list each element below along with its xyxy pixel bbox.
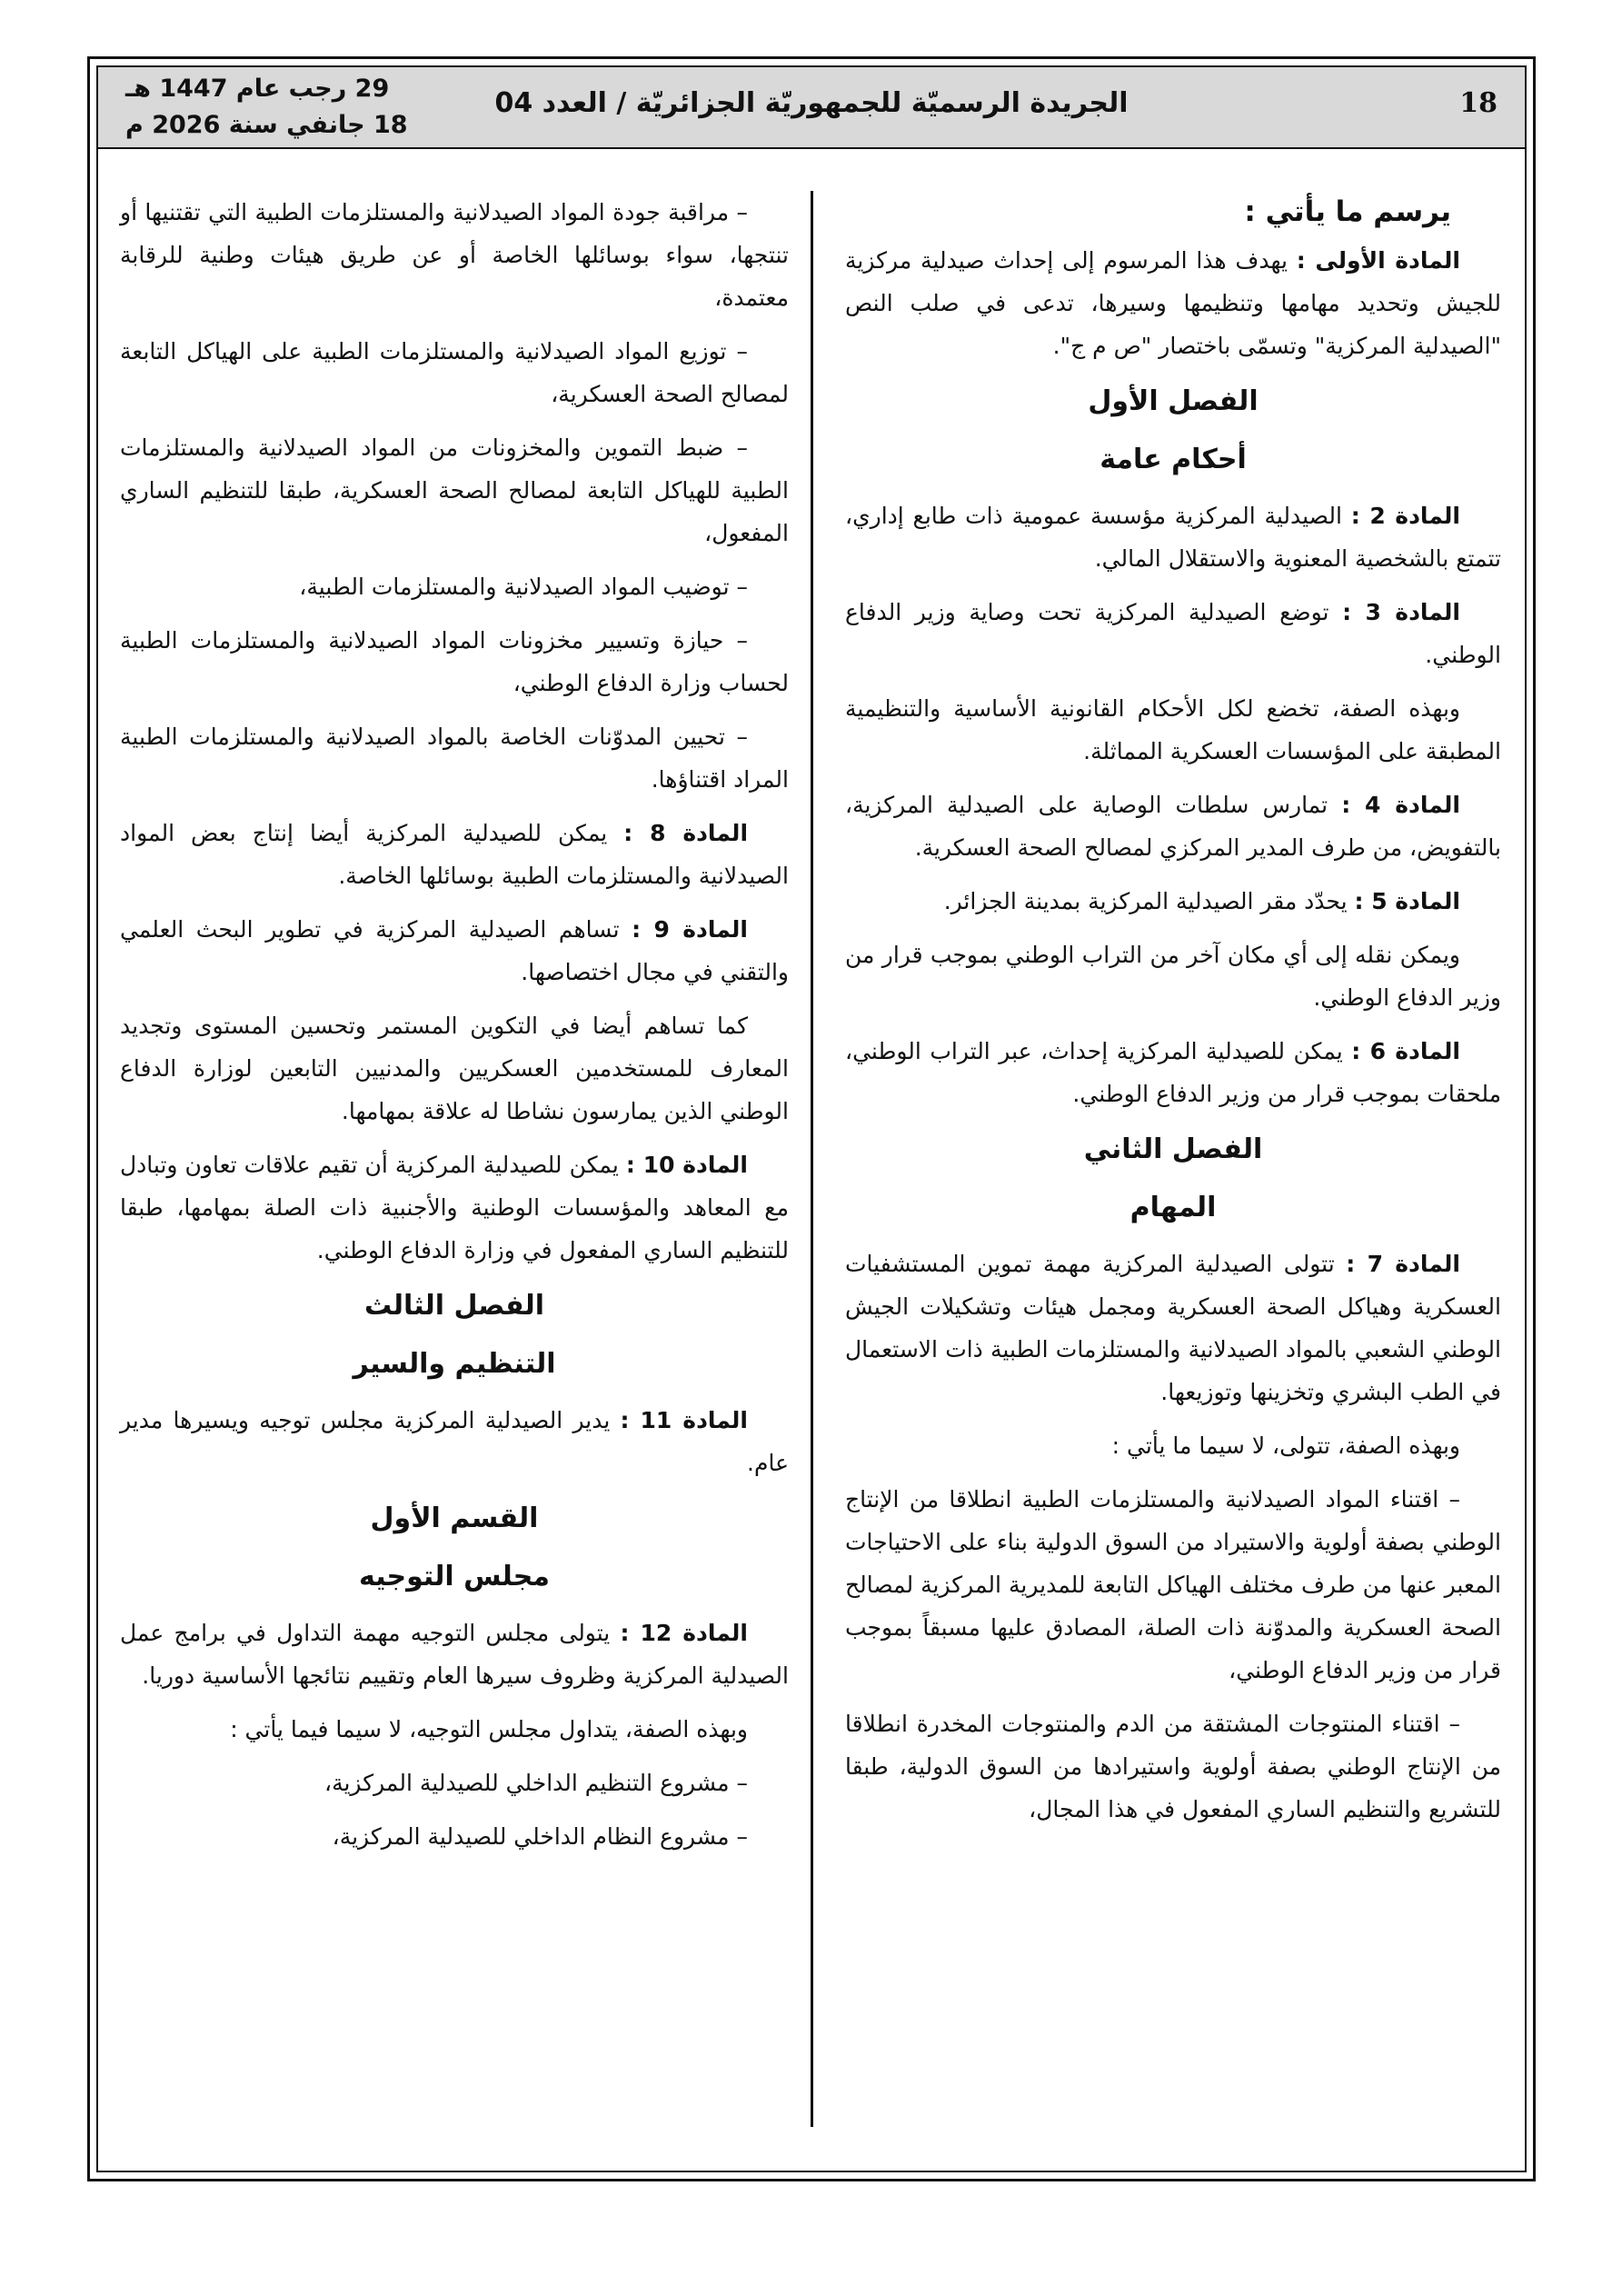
left-column bbox=[120, 191, 789, 1869]
article-text: تمارس سلطات الوصاية على الصيدلية المركزية، بالتفويض، من طرف المدير المركزي لمصالح الصحة العسكرية. bbox=[845, 792, 1501, 861]
article-paragraph bbox=[845, 494, 1501, 580]
body-paragraph: ويمكن نقله إلى أي مكان آخر من التراب الوطني بموجب قرار من وزير الدفاع الوطني. bbox=[845, 942, 1501, 1011]
article-label: المادة 2 : bbox=[1350, 503, 1460, 529]
gazette-title: الجريدة الرسميّة للجمهوريّة الجزائريّة / العدد 04 bbox=[494, 87, 1129, 119]
right-column bbox=[845, 191, 1501, 1842]
section-heading: مجلس التوجيه bbox=[359, 1561, 550, 1592]
article-paragraph bbox=[845, 591, 1501, 676]
article-text: يتولى مجلس التوجيه مهمة التداول في برامج عمل الصيدلية المركزية وظروف سيرها العام وتقييم نتائجها الأساسية دوريا. bbox=[120, 1620, 789, 1689]
column-divider bbox=[811, 191, 813, 2127]
article-label: المادة 6 : bbox=[1351, 1038, 1460, 1064]
article-paragraph bbox=[120, 1399, 789, 1484]
article-label: المادة 4 : bbox=[1341, 792, 1460, 818]
article-paragraph bbox=[845, 239, 1501, 367]
article-paragraph bbox=[845, 784, 1501, 869]
section-heading: القسم الأول bbox=[370, 1502, 539, 1534]
article-label: المادة 7 : bbox=[1346, 1251, 1460, 1277]
body-paragraph: – تحيين المدوّنات الخاصة بالمواد الصيدلانية والمستلزمات الطبية المراد اقتناؤها. bbox=[120, 724, 789, 793]
article-paragraph bbox=[845, 1243, 1501, 1413]
article-label: المادة 5 : bbox=[1354, 888, 1460, 914]
article-text: يدير الصيدلية المركزية مجلس توجيه ويسيرها مدير عام. bbox=[120, 1407, 789, 1476]
article-paragraph bbox=[120, 1143, 789, 1272]
section-heading: الفصل الثالث bbox=[363, 1290, 544, 1322]
body-paragraph: – مراقبة جودة المواد الصيدلانية والمستلزمات الطبية التي تقتنيها أو تنتجها، سواء بوسائلها الخاصة أو عن طريق هيئات وطنية للرقابة معتمدة، bbox=[120, 199, 789, 311]
section-heading: أحكام عامة bbox=[1100, 444, 1247, 475]
page-number: 18 bbox=[1459, 87, 1498, 119]
section-heading: الفصل الثاني bbox=[1083, 1133, 1263, 1165]
article-text: يمكن للصيدلية المركزية أيضا إنتاج بعض المواد الصيدلانية والمستلزمات الطبية بوسائلها الخاصة. bbox=[120, 820, 789, 889]
body-paragraph: – توزيع المواد الصيدلانية والمستلزمات الطبية على الهياكل التابعة لمصالح الصحة العسكرية، bbox=[120, 338, 789, 407]
page-header bbox=[98, 67, 1525, 149]
body-paragraph: – ضبط التموين والمخزونات من المواد الصيدلانية والمستلزمات الطبية للهياكل التابعة لمصالح الصحة العسكرية، طبقا للتنظيم الساري المفعول، bbox=[120, 434, 789, 546]
body-paragraph: كما تساهم أيضا في التكوين المستمر وتحسين المستوى وتجديد المعارف للمستخدمين العسكريين والمدنيين التابعين لوزارة الدفاع الوطني الذين يمارسون نشاطا له علاقة بمهامها. bbox=[120, 1013, 789, 1124]
article-paragraph bbox=[120, 812, 789, 897]
article-label: المادة 10 : bbox=[625, 1152, 748, 1178]
article-paragraph bbox=[120, 1612, 789, 1697]
article-text: الصيدلية المركزية مؤسسة عمومية ذات طابع إداري، تتمتع بالشخصية المعنوية والاستقلال المالي. bbox=[845, 503, 1501, 572]
article-label: المادة الأولى : bbox=[1296, 247, 1460, 274]
article-text: تساهم الصيدلية المركزية في تطوير البحث العلمي والتقني في مجال اختصاصها. bbox=[120, 916, 789, 985]
article-text: يمكن للصيدلية المركزية أن تقيم علاقات تعاون وتبادل مع المعاهد والمؤسسات الوطنية والأجنبية ذات الصلة بمهامها، طبقا للتنظيم الساري المفعول في وزارة الدفاع الوطني. bbox=[120, 1152, 789, 1263]
article-label: المادة 11 : bbox=[620, 1407, 748, 1433]
article-text: يمكن للصيدلية المركزية إحداث، عبر التراب الوطني، ملحقات بموجب قرار من وزير الدفاع الوطني. bbox=[845, 1038, 1501, 1107]
article-paragraph bbox=[845, 1030, 1501, 1115]
section-heading: الفصل الأول bbox=[1088, 385, 1259, 417]
body-paragraph: وبهذه الصفة، تخضع لكل الأحكام القانونية الأساسية والتنظيمية المطبقة على المؤسسات العسكرية المماثلة. bbox=[845, 695, 1501, 764]
decree-intro: يرسم ما يأتي : bbox=[1244, 195, 1451, 228]
body-paragraph: – حيازة وتسيير مخزونات المواد الصيدلانية والمستلزمات الطبية لحساب وزارة الدفاع الوطني، bbox=[120, 627, 789, 696]
article-text: تتولى الصيدلية المركزية مهمة تموين المستشفيات العسكرية وهياكل الصحة العسكرية ومجمل هيئات وتشكيلات الجيش الوطني الشعبي بالمواد الصيدلانية والمستلزمات الطبية ذات الاستعمال في الطب البشري وتخزينها وتوزيعها. bbox=[845, 1251, 1501, 1405]
article-label: المادة 8 : bbox=[623, 820, 749, 846]
article-paragraph bbox=[120, 908, 789, 993]
body-paragraph: – مشروع النظام الداخلي للصيدلية المركزية، bbox=[332, 1823, 748, 1850]
article-text: يهدف هذا المرسوم إلى إحداث صيدلية مركزية للجيش وتحديد مهامها وتنظيمها وسيرها، تدعى في صلب النص "الصيدلية المركزية" وتسمّى باختصار "ص م ج". bbox=[845, 247, 1501, 359]
body-paragraph: – توضيب المواد الصيدلانية والمستلزمات الطبية، bbox=[299, 574, 748, 600]
body-paragraph: – اقتناء المواد الصيدلانية والمستلزمات الطبية انطلاقا من الإنتاج الوطني بصفة أولوية والاستيراد من السوق الدولية بناء على الاحتياجات المعبر عنها من طرف مختلف الهياكل التابعة للمديرية المركزية لمصالح الصحة العسكرية والمدوّنة ذات الصلة، المصادق عليها مسبقاً بموجب قرار من وزير الدفاع الوطني، bbox=[845, 1486, 1501, 1683]
article-text: توضع الصيدلية المركزية تحت وصاية وزير الدفاع الوطني. bbox=[845, 599, 1501, 668]
body-paragraph: وبهذه الصفة، يتداول مجلس التوجيه، لا سيما فيما يأتي : bbox=[230, 1716, 748, 1742]
body-paragraph: وبهذه الصفة، تتولى، لا سيما ما يأتي : bbox=[1111, 1433, 1460, 1459]
section-heading: المهام bbox=[1129, 1192, 1217, 1223]
body-paragraph: – مشروع التنظيم الداخلي للصيدلية المركزية، bbox=[324, 1770, 748, 1796]
article-paragraph bbox=[845, 880, 1501, 923]
body-paragraph: – اقتناء المنتوجات المشتقة من الدم والمنتوجات المخدرة انطلاقا من الإنتاج الوطني بصفة أولوية واستيرادها من السوق الدولية، طبقا للتشريع والتنظيم الساري المفعول في هذا المجال، bbox=[845, 1711, 1501, 1822]
article-label: المادة 3 : bbox=[1342, 599, 1460, 625]
hijri-date: 29 رجب عام 1447 هـ bbox=[125, 75, 390, 103]
gregorian-date: 18 جانفي سنة 2026 م bbox=[125, 111, 408, 139]
article-text: يحدّد مقر الصيدلية المركزية بمدينة الجزائر. bbox=[943, 888, 1355, 914]
article-label: المادة 12 : bbox=[620, 1620, 748, 1646]
issue-date bbox=[125, 71, 408, 144]
article-label: المادة 9 : bbox=[632, 916, 748, 943]
section-heading: التنظيم والسير bbox=[353, 1348, 556, 1380]
